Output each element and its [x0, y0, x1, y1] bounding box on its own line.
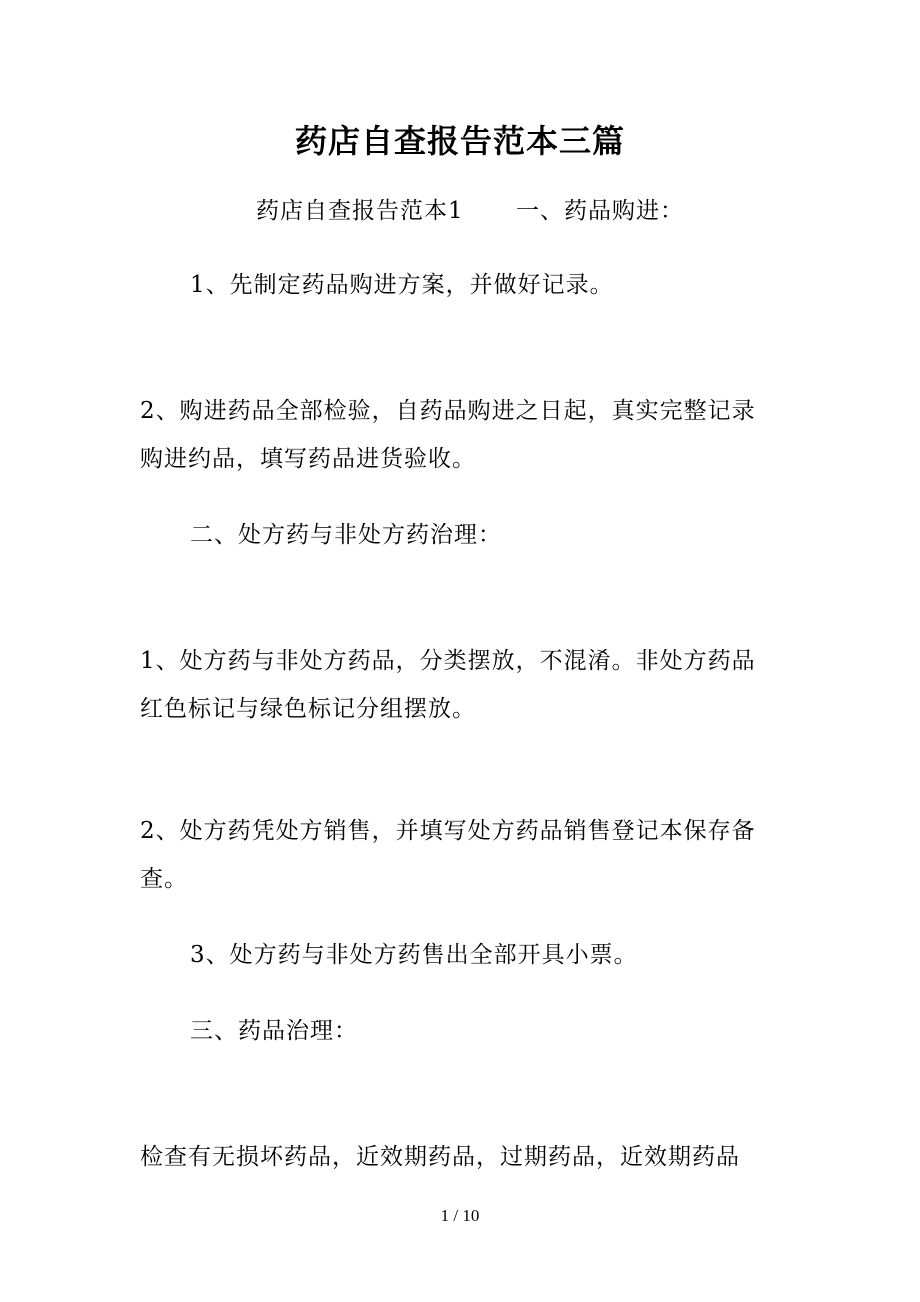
paragraph-prescription-sales-line2: 查。 — [140, 866, 188, 892]
paragraph-purchase-inspection-line1: 2、购进药品全部检验，自药品购进之日起，真实完整记录 — [140, 398, 756, 424]
paragraph-purchase-inspection-line2: 购进约品，填写药品进货验收。 — [140, 446, 476, 472]
section-heading-drug-management: 三、药品治理： — [190, 1018, 358, 1044]
paragraph-classification-line1: 1、处方药与非处方药品，分类摆放，不混淆。非处方药品 — [140, 648, 756, 674]
document-subtitle: 药店自查报告范本1 — [256, 198, 464, 224]
paragraph-prescription-sales-line1: 2、处方药凭处方销售，并填写处方药品销售登记本保存备 — [140, 818, 756, 844]
paragraph-drug-check: 检查有无损坏药品，近效期药品，过期药品，近效期药品 — [140, 1144, 740, 1170]
paragraph-classification-line2: 红色标记与绿色标记分组摆放。 — [140, 696, 476, 722]
section-heading-purchase: 一、药品购进： — [516, 198, 684, 224]
paragraph-purchase-plan: 1、先制定药品购进方案，并做好记录。 — [190, 272, 614, 298]
section-heading-prescription: 二、处方药与非处方药治理： — [190, 522, 502, 548]
page-number: 1 / 10 — [440, 1206, 480, 1225]
paragraph-receipts: 3、处方药与非处方药售出全部开具小票。 — [190, 942, 638, 968]
document-title: 药店自查报告范本三篇 — [294, 122, 625, 160]
